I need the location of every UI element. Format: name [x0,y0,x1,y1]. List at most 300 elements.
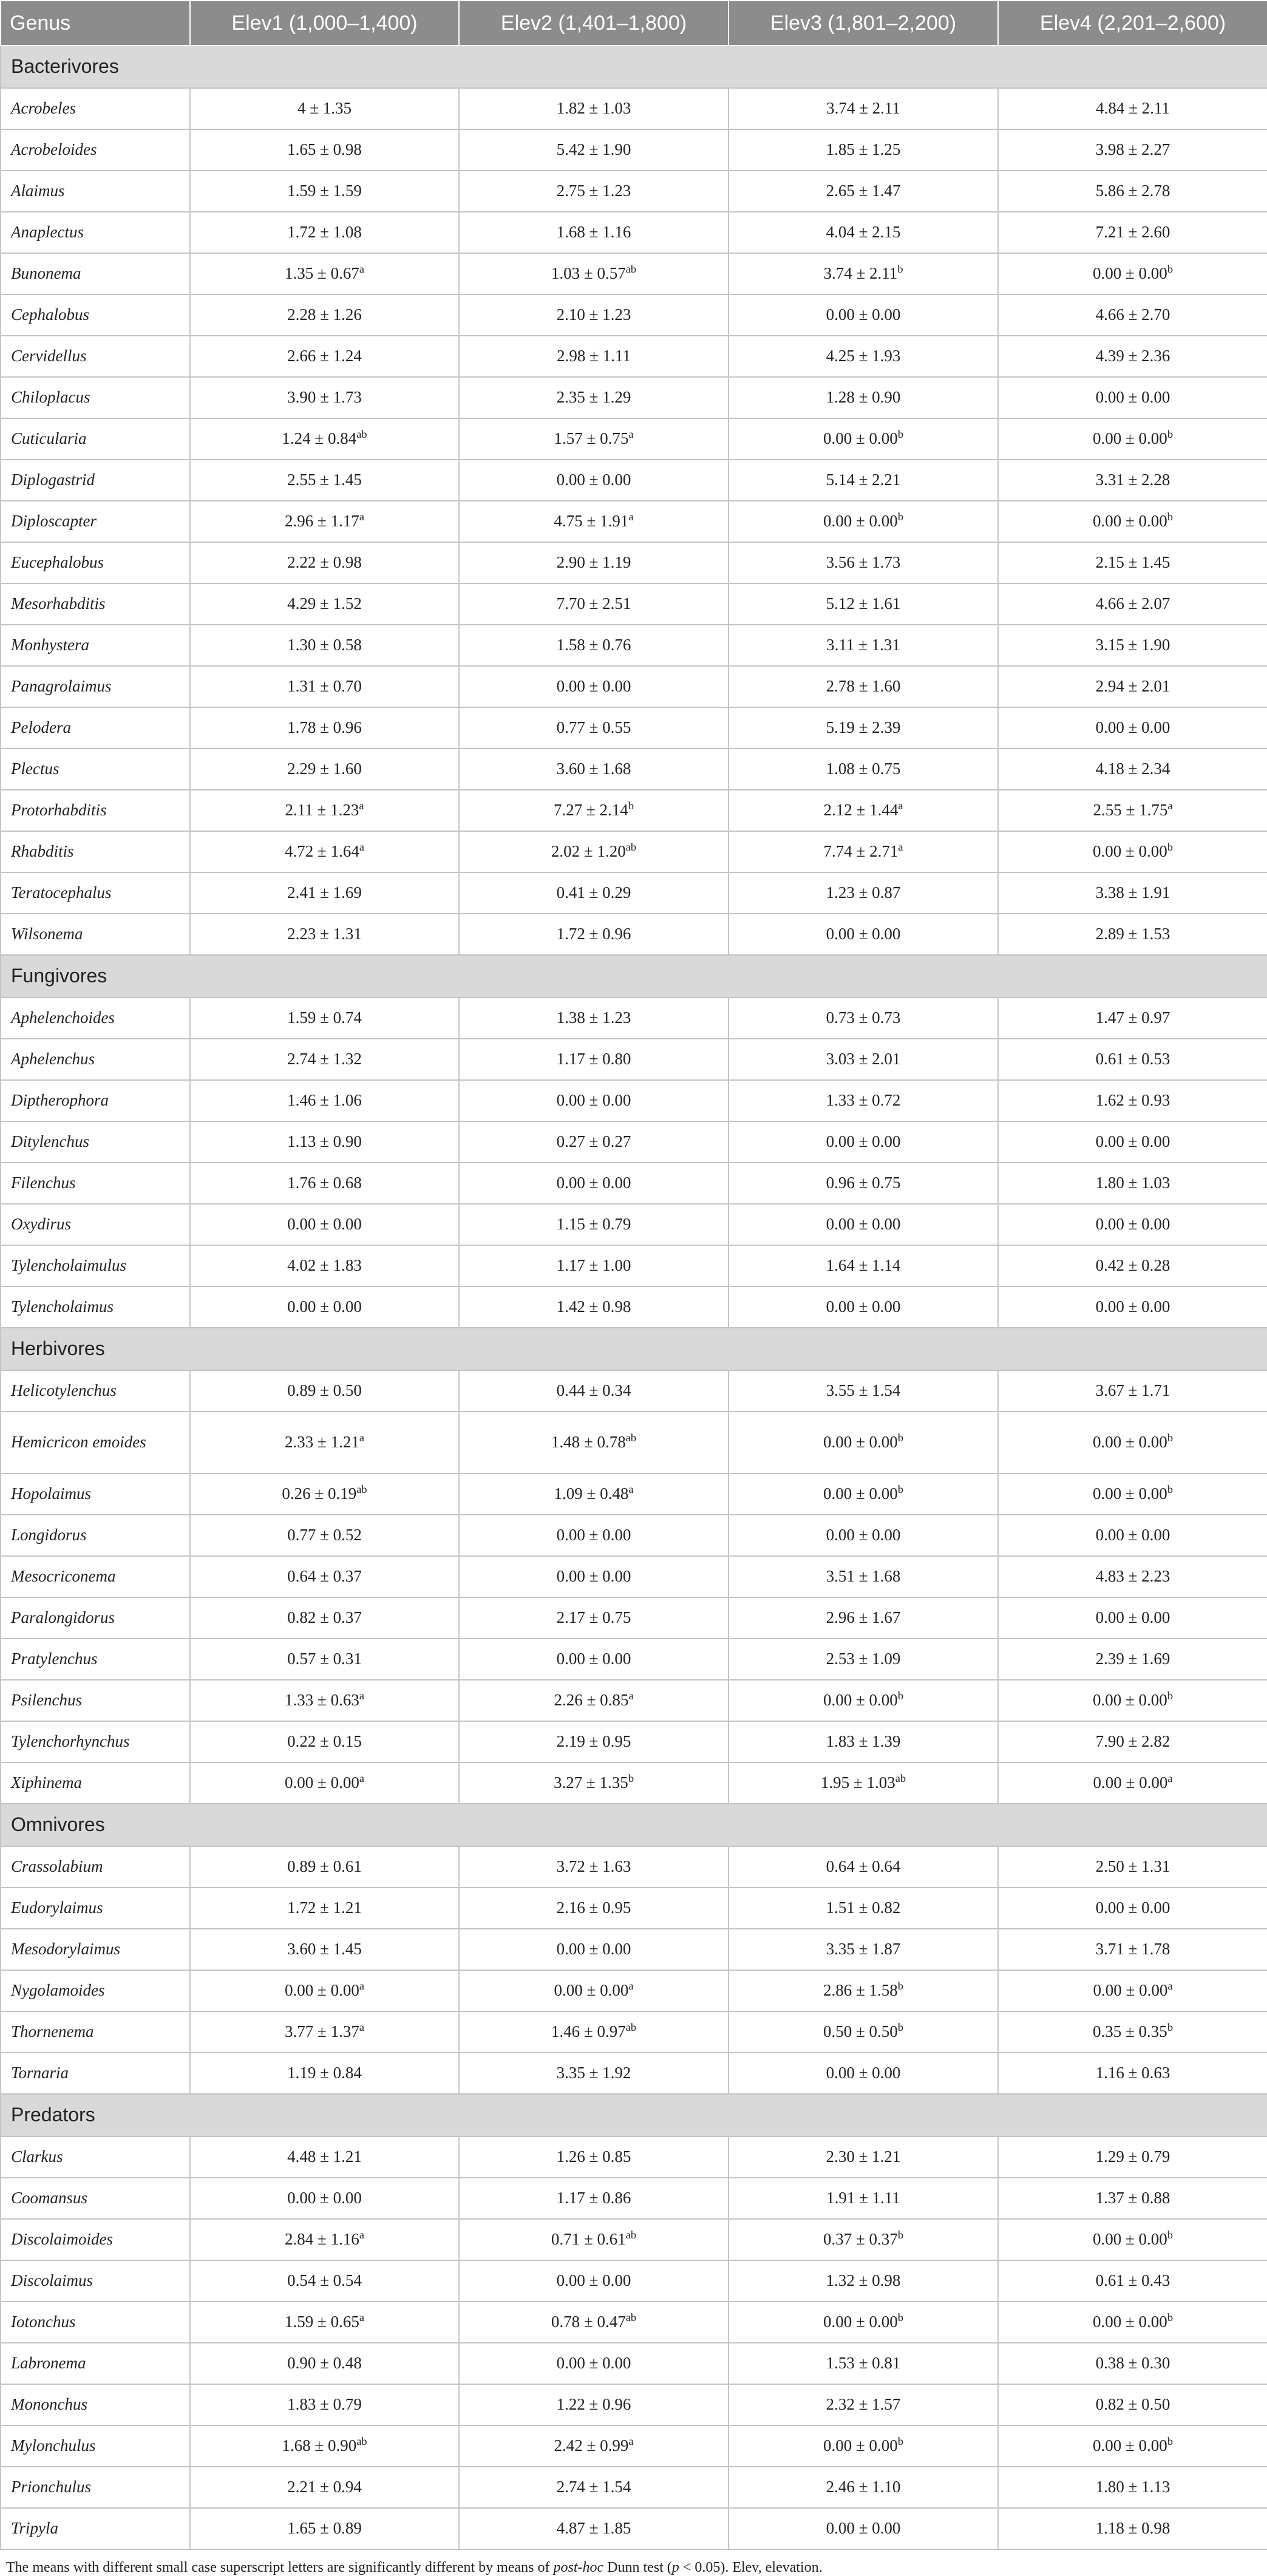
value-cell [190,2508,459,2549]
significance-letter: a [359,2021,364,2034]
value-cell [729,1846,998,1888]
value-cell [459,171,729,212]
mean-se-value: 0.00 ± 0.00 [826,1526,901,1545]
mean-se-value: 0.00 ± 0.00 [823,2436,898,2455]
value-cell [190,2178,459,2219]
genus-cell: Hemicricon emoides [1,1412,190,1473]
mean-se-value: 1.91 ± 1.11 [826,2189,900,2207]
mean-se-value: 3.55 ± 1.54 [826,1381,901,1400]
value-cell [729,2384,998,2425]
value-cell [459,1121,729,1163]
mean-se-value: 0.00 ± 0.00 [556,677,631,696]
mean-se-value: 1.13 ± 0.90 [287,1132,362,1151]
significance-letter: a [359,2229,364,2241]
mean-se-value: 1.31 ± 0.70 [287,677,362,696]
value-cell [998,707,1267,749]
footnote-text-1: The means with different small case superscript letters are significantly different by means of [6,2560,554,2575]
value-cell [190,1639,459,1680]
table-row [1,625,1267,666]
mean-se-value: 1.82 ± 1.03 [556,99,631,118]
value-cell [190,1970,459,2011]
table-row [1,1163,1267,1204]
value-cell [729,460,998,501]
value-cell [729,2343,998,2384]
value-cell [729,749,998,790]
value-cell [190,2053,459,2094]
mean-se-value: 1.65 ± 0.89 [287,2519,362,2538]
significance-letter: b [897,511,903,523]
mean-se-value: 7.90 ± 2.82 [1095,1732,1170,1751]
value-cell [459,997,729,1039]
mean-se-value: 0.90 ± 0.48 [287,2354,362,2373]
value-cell [190,1245,459,1286]
value-cell [459,1721,729,1762]
mean-se-value: 2.41 ± 1.69 [287,883,362,902]
value-cell [998,1888,1267,1929]
group-label: Predators [1,2094,1267,2136]
mean-se-value: 3.60 ± 1.45 [287,1940,362,1959]
significance-letter: ab [625,2229,637,2241]
value-cell [459,2384,729,2425]
mean-se-value: 0.00 ± 0.00 [826,1215,901,1234]
genus-cell: Acrobeloides [1,129,190,171]
value-cell [729,418,998,460]
table-row [1,997,1267,1039]
table-row [1,2508,1267,2549]
mean-se-value: 2.84 ± 1.16 [285,2230,359,2249]
mean-se-value: 3.38 ± 1.91 [1095,883,1170,902]
genus-cell: Discolaimoides [1,2219,190,2260]
mean-se-value: 1.38 ± 1.23 [556,1008,631,1027]
value-cell [190,1039,459,1080]
mean-se-value: 1.09 ± 0.48 [554,1484,629,1503]
value-cell [459,749,729,790]
value-cell [729,1412,998,1473]
table-row [1,1597,1267,1639]
mean-se-value: 2.96 ± 1.67 [826,1608,901,1627]
table-row [1,1039,1267,1080]
mean-se-value: 1.15 ± 0.79 [556,1215,631,1234]
value-cell [729,997,998,1039]
value-cell [998,1762,1267,1804]
value-cell [998,171,1267,212]
genus-cell: Chiloplacus [1,377,190,418]
value-cell [459,2136,729,2178]
mean-se-value: 1.30 ± 0.58 [287,636,362,654]
genus-cell: Crassolabium [1,1846,190,1888]
value-cell [190,2384,459,2425]
value-cell [459,1556,729,1597]
mean-se-value: 1.08 ± 0.75 [826,760,901,778]
value-cell [729,1080,998,1121]
table-row [1,2343,1267,2384]
mean-se-value: 1.48 ± 0.78 [551,1433,626,1452]
table-row [1,2384,1267,2425]
significance-letter: b [628,800,634,812]
genus-cell: Rhabditis [1,831,190,872]
mean-se-value: 0.00 ± 0.00 [556,2354,631,2373]
mean-se-value: 0.00 ± 0.00 [1093,1981,1168,2000]
mean-se-value: 0.00 ± 0.00 [823,512,898,531]
value-cell [729,1245,998,1286]
value-cell [998,294,1267,336]
mean-se-value: 4.66 ± 2.70 [1095,305,1170,324]
value-cell [729,2011,998,2053]
mean-se-value: 0.00 ± 0.00 [1095,718,1170,737]
value-cell [729,872,998,914]
value-cell [459,1762,729,1804]
value-cell [998,1846,1267,1888]
mean-se-value: 1.72 ± 0.96 [556,925,631,943]
value-cell [998,1039,1267,1080]
table-row [1,418,1267,460]
mean-se-value: 1.72 ± 1.08 [287,223,362,242]
genus-cell: Cervidellus [1,336,190,377]
value-cell [459,625,729,666]
significance-letter: b [1167,2229,1173,2241]
mean-se-value: 2.33 ± 1.21 [285,1433,359,1452]
value-cell [998,2053,1267,2094]
value-cell [998,1515,1267,1556]
genus-cell: Coomansus [1,2178,190,2219]
value-cell [459,666,729,707]
mean-se-value: 0.00 ± 0.00 [1092,2313,1167,2331]
value-cell [190,1556,459,1597]
footnote-text-2: Dunn test ( [603,2560,672,2575]
value-cell [998,418,1267,460]
significance-letter: a [628,511,634,523]
value-cell [998,625,1267,666]
value-cell [998,1286,1267,1328]
significance-letter: a [898,841,903,854]
significance-letter: a [628,1690,634,1702]
table-row [1,2178,1267,2219]
value-cell [729,377,998,418]
mean-se-value: 2.10 ± 1.23 [556,305,631,324]
value-cell [729,2260,998,2302]
significance-letter: b [1167,1432,1173,1444]
mean-se-value: 2.21 ± 0.94 [287,2478,362,2496]
value-cell [998,2425,1267,2467]
mean-se-value: 4.29 ± 1.52 [287,594,362,613]
mean-se-value: 4.02 ± 1.83 [287,1256,362,1275]
significance-letter: ab [625,841,637,854]
mean-se-value: 1.80 ± 1.13 [1095,2478,1170,2496]
significance-letter: a [359,1772,364,1785]
mean-se-value: 1.35 ± 0.67 [285,264,359,283]
significance-letter: ab [625,2311,637,2324]
mean-se-value: 2.50 ± 1.31 [1095,1857,1170,1876]
mean-se-value: 3.15 ± 1.90 [1095,636,1170,654]
mean-se-value: 0.54 ± 0.54 [287,2271,362,2290]
mean-se-value: 0.00 ± 0.00 [826,1297,901,1316]
mean-se-value: 0.37 ± 0.37 [823,2230,898,2249]
mean-se-value: 0.26 ± 0.19 [282,1484,357,1503]
significance-letter: ab [625,2021,637,2034]
mean-se-value: 1.46 ± 0.97 [551,2022,626,2041]
value-cell [190,1412,459,1473]
value-cell [998,1121,1267,1163]
value-cell [729,1473,998,1515]
value-cell [459,1680,729,1721]
table-row [1,1639,1267,1680]
mean-se-value: 3.74 ± 2.11 [823,264,898,283]
genus-cell: Teratocephalus [1,872,190,914]
value-cell [459,2011,729,2053]
mean-se-value: 1.33 ± 0.63 [285,1691,359,1710]
value-cell [190,1888,459,1929]
mean-se-value: 4.18 ± 2.34 [1095,760,1170,778]
value-cell [998,501,1267,542]
mean-se-value: 0.71 ± 0.61 [551,2230,626,2249]
value-cell [729,253,998,294]
mean-se-value: 0.00 ± 0.00 [287,2189,362,2207]
genus-cell: Eudorylaimus [1,1888,190,1929]
mean-se-value: 7.74 ± 2.71 [823,842,898,861]
value-cell [998,749,1267,790]
table-row [1,1412,1267,1473]
table-row [1,253,1267,294]
table-row [1,914,1267,955]
value-cell [998,2260,1267,2302]
genus-cell: Protorhabditis [1,790,190,831]
table-row [1,1245,1267,1286]
significance-letter: a [1167,1980,1173,1993]
group-label: Fungivores [1,955,1267,997]
mean-se-value: 4.04 ± 2.15 [826,223,901,242]
value-cell [459,2178,729,2219]
table-row [1,1286,1267,1328]
significance-letter: a [359,800,364,812]
mean-se-value: 0.00 ± 0.00 [287,1297,362,1316]
value-cell [729,1970,998,2011]
value-cell [998,2302,1267,2343]
mean-se-value: 0.82 ± 0.50 [1095,2395,1170,2414]
group-row [1,1328,1267,1370]
mean-se-value: 1.85 ± 1.25 [826,140,901,159]
mean-se-value: 0.00 ± 0.00 [556,2271,631,2290]
genus-cell: Filenchus [1,1163,190,1204]
value-cell [729,501,998,542]
significance-letter: b [1167,511,1173,523]
mean-se-value: 3.03 ± 2.01 [826,1050,901,1069]
value-cell [459,2260,729,2302]
value-cell [190,1597,459,1639]
value-cell [190,790,459,831]
mean-se-value: 3.71 ± 1.78 [1095,1940,1170,1959]
significance-letter: ab [625,1432,637,1444]
mean-se-value: 4.75 ± 1.91 [554,512,629,531]
genus-cell: Mesocriconema [1,1556,190,1597]
mean-se-value: 0.77 ± 0.55 [556,718,631,737]
table-row [1,377,1267,418]
mean-se-value: 2.28 ± 1.26 [287,305,362,324]
mean-se-value: 0.64 ± 0.64 [826,1857,901,1876]
table-row [1,1121,1267,1163]
table-body [1,46,1267,2549]
mean-se-value: 4.87 ± 1.85 [556,2519,631,2538]
value-cell [998,2384,1267,2425]
value-cell [190,336,459,377]
mean-se-value: 2.55 ± 1.45 [287,471,362,489]
genus-cell: Wilsonema [1,914,190,955]
table-row [1,2219,1267,2260]
value-cell [190,2136,459,2178]
value-cell [190,212,459,253]
table-row [1,294,1267,336]
genus-cell: Mesodorylaimus [1,1929,190,1970]
value-cell [729,2178,998,2219]
value-cell [459,542,729,583]
table-row [1,2425,1267,2467]
value-cell [459,790,729,831]
value-cell [729,1370,998,1412]
value-cell [729,1121,998,1163]
value-cell [459,872,729,914]
significance-letter: b [897,428,903,441]
genus-cell: Aphelenchus [1,1039,190,1080]
value-cell [998,1473,1267,1515]
mean-se-value: 1.03 ± 0.57 [551,264,626,283]
value-cell [459,914,729,955]
value-cell [190,1204,459,1245]
mean-se-value: 2.16 ± 0.95 [556,1898,631,1917]
significance-letter: ab [356,2435,367,2448]
mean-se-value: 2.22 ± 0.98 [287,553,362,572]
value-cell [190,460,459,501]
value-cell [459,707,729,749]
mean-se-value: 0.00 ± 0.00 [1092,429,1167,448]
mean-se-value: 1.59 ± 0.65 [285,2313,359,2331]
value-cell [729,666,998,707]
value-cell [459,1286,729,1328]
value-cell [729,2302,998,2343]
mean-se-value: 1.83 ± 1.39 [826,1732,901,1751]
genus-cell: Cuticularia [1,418,190,460]
mean-se-value: 3.35 ± 1.92 [556,2064,631,2082]
mean-se-value: 2.53 ± 1.09 [826,1650,901,1668]
value-cell [190,2467,459,2508]
mean-se-value: 2.74 ± 1.54 [556,2478,631,2496]
mean-se-value: 1.32 ± 0.98 [826,2271,901,2290]
value-cell [998,1163,1267,1204]
mean-se-value: 1.26 ± 0.85 [556,2147,631,2166]
value-cell [459,253,729,294]
mean-se-value: 3.77 ± 1.37 [285,2022,359,2041]
significance-letter: b [628,1772,634,1785]
table-row [1,336,1267,377]
table-row [1,129,1267,171]
genus-cell: Tornaria [1,2053,190,2094]
value-cell [190,666,459,707]
mean-se-value: 1.29 ± 0.79 [1095,2147,1170,2166]
mean-se-value: 0.00 ± 0.00 [554,1981,629,2000]
genus-cell: Ditylenchus [1,1121,190,1163]
mean-se-value: 3.35 ± 1.87 [826,1940,901,1959]
mean-se-value: 4.83 ± 2.23 [1095,1567,1170,1586]
value-cell [998,460,1267,501]
value-cell [459,212,729,253]
mean-se-value: 0.00 ± 0.00 [1095,1297,1170,1316]
value-cell [998,831,1267,872]
genus-cell: Clarkus [1,2136,190,2178]
mean-se-value: 0.44 ± 0.34 [556,1381,631,1400]
table-row [1,872,1267,914]
value-cell [459,2302,729,2343]
genus-cell: Cephalobus [1,294,190,336]
value-cell [459,1080,729,1121]
value-cell [729,625,998,666]
mean-se-value: 5.42 ± 1.90 [556,140,631,159]
table-row [1,2260,1267,2302]
value-cell [729,2053,998,2094]
value-cell [190,2302,459,2343]
value-cell [190,542,459,583]
mean-se-value: 2.86 ± 1.58 [823,1981,898,2000]
value-cell [998,2343,1267,2384]
mean-se-value: 0.77 ± 0.52 [287,1526,362,1545]
genus-cell: Longidorus [1,1515,190,1556]
value-cell [459,460,729,501]
mean-se-value: 3.31 ± 2.28 [1095,471,1170,489]
genus-cell: Plectus [1,749,190,790]
value-cell [190,294,459,336]
mean-se-value: 0.89 ± 0.61 [287,1857,362,1876]
value-cell [729,1286,998,1328]
value-cell [998,2508,1267,2549]
value-cell [459,1163,729,1204]
genus-cell: Hopolaimus [1,1473,190,1515]
value-cell [459,1970,729,2011]
genus-cell: Anaplectus [1,212,190,253]
mean-se-value: 0.57 ± 0.31 [287,1650,362,1668]
value-cell [459,2425,729,2467]
genus-cell: Panagrolaimus [1,666,190,707]
mean-se-value: 0.00 ± 0.00 [826,925,901,943]
value-cell [998,377,1267,418]
value-cell [190,1846,459,1888]
header-genus: Genus [1,1,190,46]
value-cell [459,1473,729,1515]
value-cell [729,2425,998,2467]
significance-letter: b [1167,1690,1173,1702]
table-row [1,1204,1267,1245]
mean-se-value: 3.56 ± 1.73 [826,553,901,572]
value-cell [729,1597,998,1639]
mean-se-value: 4.84 ± 2.11 [1096,99,1170,118]
table-footnote [0,2550,1267,2576]
mean-se-value: 3.72 ± 1.63 [556,1857,631,1876]
mean-se-value: 4.39 ± 2.36 [1095,347,1170,365]
mean-se-value: 1.33 ± 0.72 [826,1091,901,1110]
value-cell [998,88,1267,129]
value-cell [729,336,998,377]
mean-se-value: 2.02 ± 1.20 [551,842,626,861]
table-row [1,2011,1267,2053]
value-cell [190,377,459,418]
table-row [1,1888,1267,1929]
mean-se-value: 2.94 ± 2.01 [1095,677,1170,696]
significance-letter: b [897,1980,903,1993]
mean-se-value: 2.90 ± 1.19 [556,553,631,572]
mean-se-value: 2.96 ± 1.17 [285,512,359,531]
value-cell [459,1639,729,1680]
value-cell [998,1204,1267,1245]
value-cell [729,914,998,955]
value-cell [729,831,998,872]
mean-se-value: 0.00 ± 0.00 [1095,1526,1170,1545]
mean-se-value: 2.30 ± 1.21 [826,2147,901,2166]
